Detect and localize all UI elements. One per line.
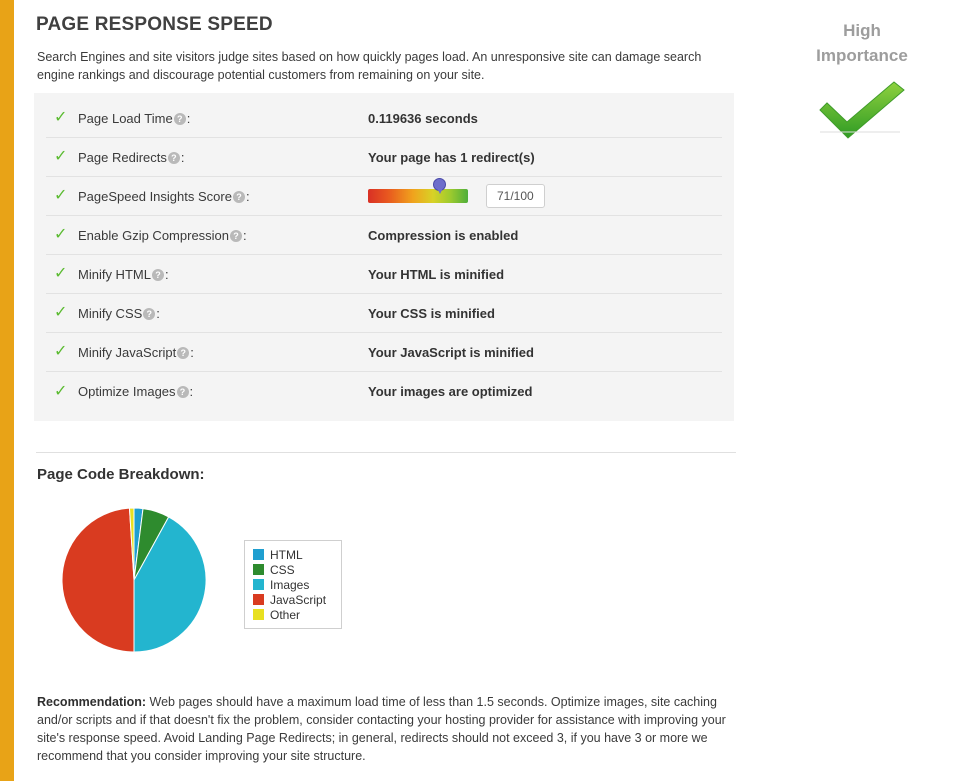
legend-item (253, 547, 331, 562)
recommendation-body: Web pages should have a maximum load time of less than 1.5 seconds. Optimize images, site caching and/or scripts and if that doesn't fix the problem, consider contacting your hosting provider for assistance with improving your site's response speed. Avoid Landing Page Redirects; in general, redirects should not exceed 3, if you have 3 or more we recommend that you consider improving your site structure. (37, 695, 726, 763)
table-row (46, 372, 722, 411)
help-icon[interactable]: ? (168, 152, 180, 164)
legend-label: Other (270, 607, 301, 622)
check-icon: ✓ (54, 304, 68, 321)
results-table (34, 93, 734, 421)
legend-swatch-images (253, 579, 264, 590)
row-label: Minify HTML ? : (78, 266, 169, 282)
table-row (46, 138, 722, 177)
legend-label: Images (270, 577, 310, 592)
check-icon: ✓ (54, 148, 68, 165)
table-row (46, 255, 722, 294)
check-icon: ✓ (54, 187, 68, 204)
table-row (46, 216, 722, 255)
legend-label: JavaScript (270, 592, 327, 607)
help-icon[interactable]: ? (233, 191, 245, 203)
row-value: Your page has 1 redirect(s) (368, 149, 535, 165)
legend-label: CSS (270, 562, 295, 577)
row-value: Your HTML is minified (368, 266, 505, 282)
pagespeed-gauge (368, 189, 468, 203)
intro-text: Search Engines and site visitors judge sites based on how quickly pages load. An unresponsive site can damage search engine rankings and discourage potential customers from remaining on your site. (37, 50, 702, 82)
page-code-pie-chart (54, 500, 394, 665)
check-icon: ✓ (54, 382, 68, 400)
legend-item (253, 592, 331, 607)
check-icon: ✓ (54, 343, 68, 360)
legend-item (253, 562, 331, 577)
row-label: PageSpeed Insights Score ? : (78, 188, 250, 204)
pagespeed-score: 71/100 (486, 184, 545, 208)
row-label: Minify CSS ? : (78, 305, 160, 321)
legend-item (253, 607, 331, 622)
check-icon: ✓ (54, 109, 68, 126)
pie-slice-javascript (62, 508, 134, 652)
row-label: Minify JavaScript ? : (78, 344, 194, 360)
help-icon[interactable]: ? (230, 230, 242, 242)
importance-badge (772, 18, 952, 142)
row-label: Optimize Images ? : (78, 384, 194, 399)
table-row-pagespeed (46, 177, 722, 216)
row-value: Your JavaScript is minified (368, 344, 534, 360)
legend-swatch-javascript (253, 594, 264, 605)
importance-label-line2: Importance (816, 46, 908, 65)
legend-swatch-css (253, 564, 264, 575)
legend-item (253, 577, 331, 592)
check-icon: ✓ (54, 265, 68, 282)
check-icon: ✓ (54, 226, 68, 243)
left-accent-stripe (0, 0, 14, 781)
row-value: 0.119636 seconds (368, 110, 478, 126)
help-icon[interactable]: ? (177, 386, 189, 398)
row-value: Compression is enabled (368, 227, 519, 243)
chart-legend (244, 540, 342, 629)
legend-label: HTML (270, 547, 303, 562)
section-divider (36, 452, 736, 453)
legend-swatch-html (253, 549, 264, 560)
help-icon[interactable]: ? (174, 113, 186, 125)
row-label: Page Redirects ? : (78, 149, 185, 165)
row-value: Your CSS is minified (368, 305, 495, 321)
table-row (46, 294, 722, 333)
help-icon[interactable]: ? (177, 347, 189, 359)
pagespeed-gauge-wrap (368, 184, 545, 208)
legend-swatch-other (253, 609, 264, 620)
table-row (46, 333, 722, 372)
importance-label-line1: High (843, 21, 881, 40)
row-label: Enable Gzip Compression ? : (78, 227, 247, 243)
recommendation-text (37, 693, 742, 765)
breakdown-title: Page Code Breakdown: (37, 466, 205, 483)
report-page (14, 0, 970, 781)
table-row (46, 99, 722, 138)
recommendation-label: Recommendation: (37, 695, 147, 709)
page-title: PAGE RESPONSE SPEED (36, 14, 273, 35)
green-check-icon (772, 80, 952, 142)
gauge-pin-icon (433, 178, 446, 191)
help-icon[interactable]: ? (143, 308, 155, 320)
row-label: Page Load Time ? : (78, 110, 191, 126)
help-icon[interactable]: ? (152, 269, 164, 281)
row-value: Your images are optimized (368, 384, 533, 399)
